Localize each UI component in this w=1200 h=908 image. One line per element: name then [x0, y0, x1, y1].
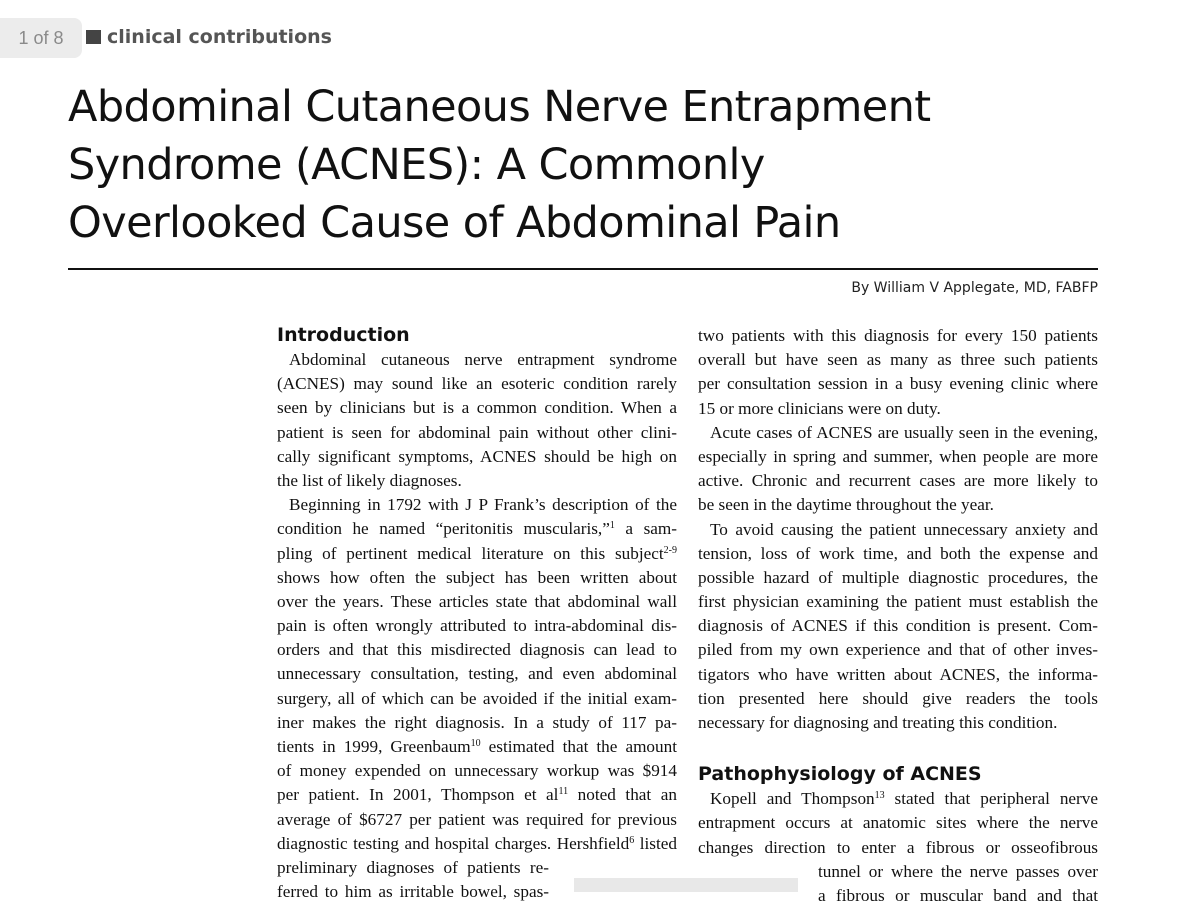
- text-fragment: per patient. In 2001, Thompson et al: [277, 785, 559, 805]
- text-line: piled from my own experience and that of other inves-: [698, 640, 1098, 660]
- introduction-paragraph-2: [277, 493, 677, 904]
- text-line: active. Chronic and recurrent cases are more likely to: [698, 471, 1098, 491]
- horizontal-scroll-thumb[interactable]: [574, 878, 798, 892]
- acute-cases-paragraph: [698, 421, 1098, 518]
- text-fragment: pling of pertinent medical literature on this subject: [277, 543, 664, 563]
- text-line: seen by clinicians but is a common condition. When a: [277, 398, 677, 418]
- text-line: preliminary diagnoses of patients re-: [277, 857, 549, 877]
- text-line: tension, loss of work time, and both the expense and: [698, 543, 1098, 563]
- text-fragment: listed: [634, 833, 677, 853]
- text-fragment: condition he named “peritonitis muscularis,”: [277, 519, 610, 539]
- text-line: especially in spring and summer, when people are more: [698, 446, 1098, 466]
- text-line: [277, 832, 677, 856]
- text-line: Beginning in 1792 with J P Frank’s description of the: [289, 495, 677, 515]
- text-fragment: noted that an: [568, 785, 677, 805]
- article-title: [68, 78, 1068, 252]
- text-line: tigators who have written about ACNES, the informa-: [698, 664, 1098, 684]
- citation-ref: 13: [874, 790, 885, 802]
- citation-ref: 2-9: [663, 544, 677, 556]
- citation-ref: 1: [609, 520, 615, 532]
- text-line: of money expended on unnecessary workup was $914: [277, 761, 677, 781]
- text-line: be seen in the daytime throughout the year.: [698, 495, 994, 515]
- left-column: [277, 322, 677, 904]
- text-line: shows how often the subject has been written about: [277, 567, 677, 587]
- text-line: Acute cases of ACNES are usually seen in the evening,: [710, 422, 1098, 442]
- title-line: Abdominal Cutaneous Nerve Entrapment: [68, 82, 931, 132]
- byline: By William V Applegate, MD, FABFP: [851, 280, 1098, 296]
- text-line: surgery, all of which can be avoided if the initial exam-: [277, 688, 677, 708]
- citation-ref: 11: [558, 786, 569, 798]
- avoid-anxiety-paragraph: [698, 518, 1098, 736]
- text-line: 15 or more clinicians were on duty.: [698, 398, 941, 418]
- title-line: Overlooked Cause of Abdominal Pain: [68, 198, 841, 248]
- text-line: ferred to him as irritable bowel, spas-: [277, 882, 549, 902]
- text-line: iner makes the right diagnosis. In a study of 117 pa-: [277, 712, 677, 732]
- text-line: cally significant symptoms, ACNES should be high on: [277, 446, 677, 466]
- title-divider: [68, 268, 1098, 270]
- text-line: [698, 787, 1098, 811]
- continued-paragraph: [698, 324, 1098, 421]
- text-line: changes direction to enter a fibrous or osseofibrous: [698, 837, 1098, 857]
- text-line: Abdominal cutaneous nerve entrapment syndrome: [289, 350, 677, 369]
- text-line: To avoid causing the patient unnecessary anxiety and: [710, 519, 1098, 539]
- text-line: unnecessary consultation, testing, and even abdominal: [277, 664, 677, 684]
- text-line: patient is seen for abdominal pain without other clini-: [277, 422, 677, 442]
- section-label: [86, 24, 332, 50]
- text-line: orders and that this misdirected diagnosis can lead to: [277, 640, 677, 660]
- text-line: over the years. These articles state that abdominal wall: [277, 591, 677, 611]
- text-fragment: tients in 1999, Greenbaum: [277, 737, 471, 756]
- section-label-text: clinical contributions: [107, 26, 332, 48]
- text-line: [277, 542, 677, 566]
- text-fragment: estimated that the amount: [480, 737, 677, 756]
- text-line: tunnel or where the nerve passes over: [818, 861, 1098, 881]
- section-marker-icon: [86, 30, 101, 44]
- text-line: two patients with this diagnosis for every 150 patients: [698, 326, 1098, 345]
- text-line: necessary for diagnosing and treating this condition.: [698, 713, 1058, 732]
- text-line: [277, 783, 677, 807]
- text-line: diagnosis of ACNES if this condition is present. Com-: [698, 616, 1098, 636]
- citation-ref: 6: [629, 834, 635, 846]
- introduction-heading: Introduction: [277, 324, 410, 346]
- text-fragment: diagnostic testing and hospital charges. Hershfield: [277, 833, 630, 853]
- text-line: [277, 735, 677, 759]
- text-line: average of $6727 per patient was required for previous: [277, 809, 677, 829]
- citation-ref: 10: [470, 738, 481, 749]
- text-fragment: Kopell and Thompson: [710, 789, 875, 809]
- introduction-paragraph-1: [277, 348, 677, 493]
- title-line: Syndrome (ACNES): A Commonly: [68, 140, 765, 190]
- text-line: tion presented here should give readers the tools: [698, 688, 1098, 708]
- text-line: first physician examining the patient must establish the: [698, 592, 1098, 612]
- text-line: the list of likely diagnoses.: [277, 470, 462, 490]
- text-line: [277, 517, 677, 541]
- text-line: possible hazard of multiple diagnostic procedures, the: [698, 567, 1098, 587]
- text-line: (ACNES) may sound like an esoteric condition rarely: [277, 374, 677, 394]
- pathophysiology-heading: Pathophysiology of ACNES: [698, 763, 982, 786]
- text-fragment: stated that peripheral nerve: [884, 789, 1098, 809]
- text-line: a fibrous or muscular band and that: [818, 885, 1098, 905]
- text-line: overall but have seen as many as three such patients: [698, 350, 1098, 370]
- text-line: pain is often wrongly attributed to intra-abdominal dis-: [277, 616, 677, 636]
- page-indicator[interactable]: 1 of 8: [0, 18, 82, 58]
- text-fragment: a sam-: [614, 519, 677, 539]
- text-line: entrapment occurs at anatomic sites where the nerve: [698, 813, 1098, 833]
- right-column: [698, 324, 1098, 908]
- text-line: per consultation session in a busy evening clinic where: [698, 374, 1098, 394]
